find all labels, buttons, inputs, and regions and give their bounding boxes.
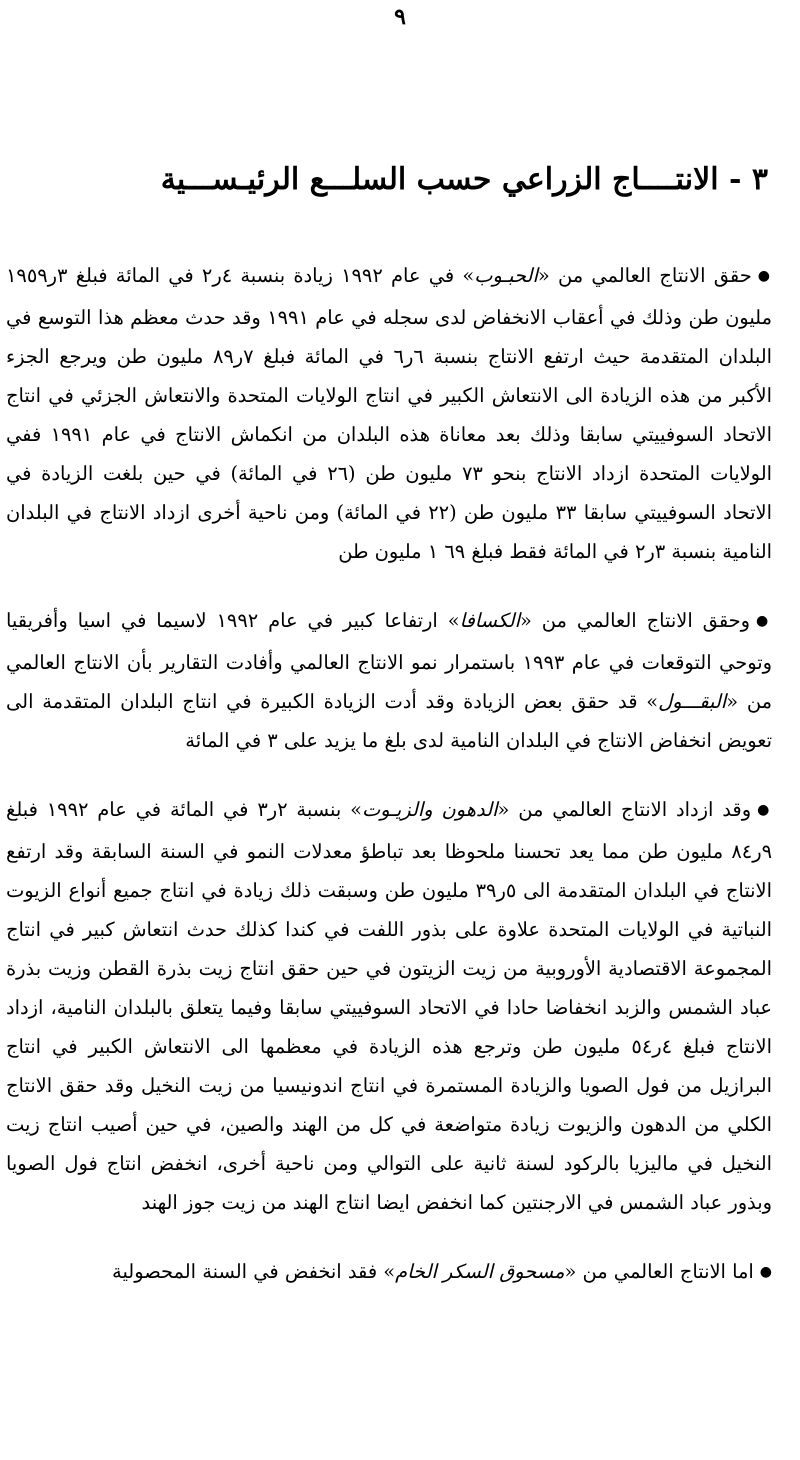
- paragraph-text: اما الانتاج العالمي من «: [564, 1260, 754, 1283]
- paragraph-sugar: [6, 1252, 772, 1294]
- paragraph-text: » قد حقق بعض الزيادة وقد أدت الزيادة الكبيرة في انتاج البلدان المتقدمة الى تعويض انخفاض الانتاج في البلدان النامية لدى بلغ ما يزيد على ٣ في المائة: [6, 690, 772, 752]
- commodity-term: مسحوق السكر الخام: [395, 1260, 565, 1283]
- paragraph-cereals: [6, 256, 772, 571]
- paragraph-text: » بنسبة ٢ر٣ في المائة في عام ١٩٩٢ فبلغ ٩ر٨٤ مليون طن مما يعد تحسنا ملحوظا بعد تباطؤ معدلات النمو في السنة السابقة وقد ارتفع الانتاج في البلدان المتقدمة الى ٥ر٣٩ مليون طن وسبقت ذلك زيادة في انتاج جميع أنواع الزيوت النباتية في الولايات المتحدة علاوة على بذور اللفت في كندا كذلك حدث انتعاش كبير في انتاج المجموعة الاقتصادية الأوروبية من زيت الزيتون في حين حقق انتاج زيت بذرة القطن وزيت بذرة عباد الشمس والزبد انخفاضا حادا في الاتحاد السوفييتي سابقا وفيما يتعلق بالبلدان النامية، ازداد الانتاج فبلغ ٤ر٥٤ مليون طن وترجع هذه الزيادة في معظمها الى الانتعاش الكبير في انتاج البرازيل من فول الصويا والزيادة المستمرة في انتاج اندونيسيا من زيت النخيل وقد حقق الانتاج الكلي من الدهون والزيوت زيادة متواضعة في كل من الهند والصين، في حين أصيب انتاج زيت النخيل في ماليزيا بالركود لسنة ثانية على التوالي ومن ناحية أخرى، انخفض انتاج فول الصويا وبذور عباد الشمس في الارجنتين كما انخفض ايضا انتاج الهند من زيت جوز الهند: [6, 798, 773, 1214]
- commodity-term: الكسافا: [459, 609, 520, 632]
- paragraph-text: وحقق الانتاج العالمي من «: [519, 609, 751, 632]
- body-text: [6, 256, 772, 1294]
- bullet-icon: ●: [759, 1264, 772, 1280]
- bullet-icon: ●: [756, 613, 772, 629]
- paragraph-cassava-pulses: [6, 601, 772, 760]
- section-title: ٣ - الانتــــاج الزراعي حسب السلـــع الرئيـســـية: [160, 162, 768, 197]
- paragraph-text: وقد ازداد الانتاج العالمي من «: [497, 798, 752, 821]
- paragraph-text: » ارتفاعا كبير في عام ١٩٩٢ لاسيما في اسيا وأفريقيا وتوحي التوقعات في عام ١٩٩٣ باستمرار نمو الانتاج العالمي وأفادت التقارير بأن الانتاج العالمي من «: [6, 609, 772, 713]
- bullet-icon: ●: [757, 268, 773, 284]
- paragraph-fats-oils: [6, 790, 772, 1222]
- paragraph-text: » فقد انخفض في السنة المحصولية: [112, 1260, 396, 1283]
- commodity-term: الدهون والزيـوت: [361, 798, 498, 821]
- commodity-term: الحبـوب: [474, 264, 538, 287]
- commodity-term: البقـــول: [658, 690, 727, 713]
- paragraph-text: حقق الانتاج العالمي من «: [537, 264, 752, 287]
- paragraph-text: » في عام ١٩٩٢ زيادة بنسبة ٤ر٢ في المائة فبلغ ٣ر١٩٥٩ مليون طن وذلك في أعقاب الانخفاض لدى سجله في عام ١٩٩١ وقد حدث معظم هذا التوسع في البلدان المتقدمة حيث ارتفع الانتاج بنسبة ٦ر٦ في المائة فبلغ ٧ر٨٩ مليون طن ويرجع الجزء الأكبر من هذه الزيادة الى الانتعاش الكبير في انتاج الولايات المتحدة والانتعاش الجزئي في انتاج الاتحاد السوفييتي سابقا وذلك بعد معاناة هذه البلدان من انكماش الانتاج في عام ١٩٩١ ففي الولايات المتحدة ازداد الانتاج بنحو ٧٣ مليون طن (٢٦ في المائة) في حين بلغت الزيادة في الاتحاد السوفييتي سابقا ٣٣ مليون طن (٢٢ في المائة) ومن ناحية أخرى ازداد الانتاج في البلدان النامية بنسبة ٣ر٢ في المائة فقط فبلغ ٦٩ ١ مليون طن: [6, 264, 772, 563]
- bullet-icon: ●: [757, 802, 772, 818]
- page-number: ٩: [394, 4, 406, 30]
